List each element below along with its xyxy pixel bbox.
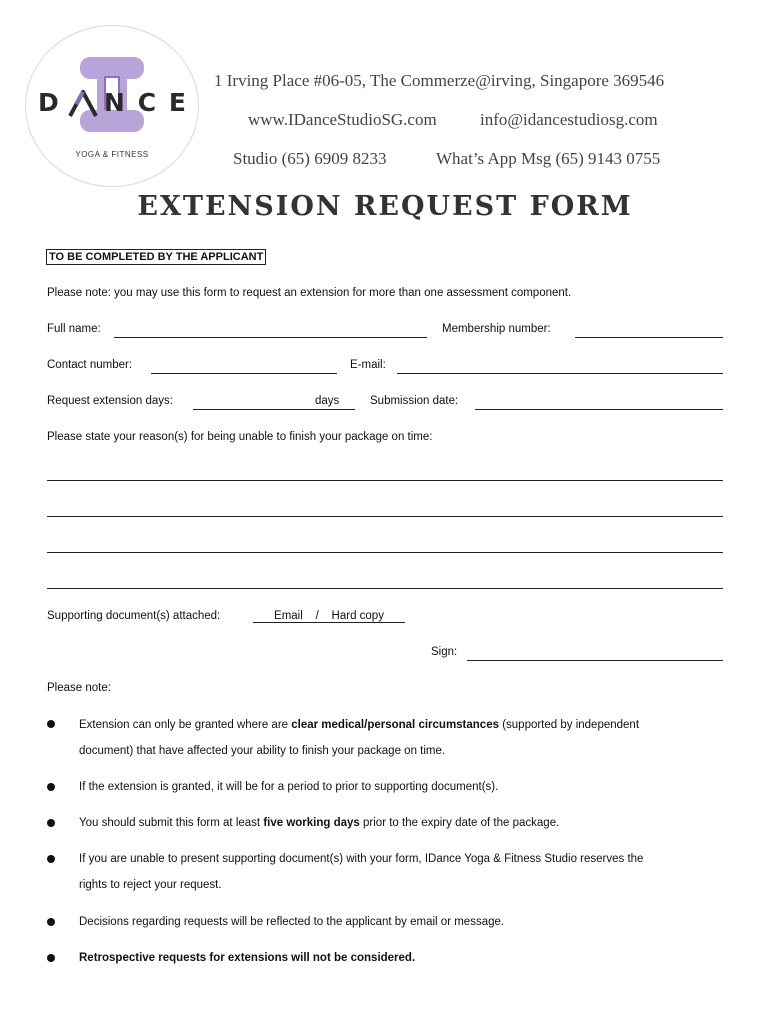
request-days-field[interactable]	[193, 409, 355, 410]
section-label: TO BE COMPLETED BY THE APPLICANT	[46, 249, 266, 265]
reason-line[interactable]	[47, 516, 723, 517]
logo-letter: E	[168, 88, 188, 117]
studio-phone: Studio (65) 6909 8233	[233, 149, 387, 168]
note-emphasis: five working days	[263, 817, 360, 829]
note-text: (supported by independent	[499, 719, 640, 731]
notes-heading: Please note:	[47, 682, 111, 694]
supporting-docs-options[interactable]: Email / Hard copy	[253, 610, 405, 623]
note-text: prior to the expiry date of the package.	[359, 817, 560, 829]
sign-label: Sign:	[431, 646, 458, 658]
submission-date-field[interactable]	[475, 409, 723, 410]
reason-line[interactable]	[47, 588, 723, 589]
contact-number-field[interactable]	[151, 373, 337, 374]
reason-line[interactable]	[47, 552, 723, 553]
logo-subtitle: YOGA & FITNESS	[75, 150, 149, 159]
bullet-icon	[47, 720, 55, 728]
note-item	[79, 712, 729, 764]
note-text: If the extension is granted, it will be for a period to prior to supporting document(s).	[79, 781, 499, 793]
form-title: EXTENSION REQUEST FORM	[137, 191, 633, 222]
full-name-field[interactable]	[114, 337, 427, 338]
full-name-label: Full name:	[47, 323, 101, 335]
note-item	[79, 945, 729, 971]
bullet-icon	[47, 819, 55, 827]
logo-letter: D	[38, 88, 61, 117]
studio-email[interactable]: info@idancestudiosg.com	[480, 110, 658, 129]
note-text: Extension can only be granted where are	[79, 719, 292, 731]
note-emphasis: Retrospective requests for extensions will not be considered.	[79, 952, 416, 964]
intro-note: Please note: you may use this form to request an extension for more than one assessment component.	[47, 287, 572, 299]
logo-letter: N	[103, 88, 127, 117]
studio-logo	[25, 25, 199, 187]
logo-wordmark	[38, 88, 188, 117]
email-label: E-mail:	[350, 359, 386, 371]
request-days-label: Request extension days:	[47, 395, 173, 407]
studio-address: 1 Irving Place #06-05, The Commerze@irving, Singapore 369546	[214, 71, 665, 90]
note-item	[79, 810, 729, 836]
reason-prompt: Please state your reason(s) for being unable to finish your package on time:	[47, 431, 433, 443]
whatsapp-contact: What’s App Msg (65) 9143 0755	[436, 149, 661, 168]
membership-number-field[interactable]	[575, 337, 723, 338]
note-item	[79, 846, 729, 898]
bullet-icon	[47, 954, 55, 962]
note-text: You should submit this form at least	[79, 817, 264, 829]
logo-a-glyph	[68, 90, 98, 118]
bullet-icon	[47, 855, 55, 863]
note-text: document) that have affected your ability to finish your package on time.	[79, 745, 446, 757]
supporting-docs-label: Supporting document(s) attached:	[47, 610, 221, 622]
signature-field[interactable]	[467, 660, 723, 661]
membership-number-label: Membership number:	[442, 323, 551, 335]
email-field[interactable]	[397, 373, 723, 374]
note-item	[79, 909, 729, 935]
bullet-icon	[47, 918, 55, 926]
bullet-icon	[47, 783, 55, 791]
studio-website[interactable]: www.IDanceStudioSG.com	[248, 110, 437, 129]
note-item	[79, 774, 729, 800]
logo-letter: C	[137, 88, 159, 117]
days-unit-label: days	[315, 395, 340, 407]
reason-line[interactable]	[47, 480, 723, 481]
note-emphasis: clear medical/personal circumstances	[291, 719, 499, 731]
submission-date-label: Submission date:	[370, 395, 459, 407]
note-text: rights to reject your request.	[79, 879, 222, 891]
contact-number-label: Contact number:	[47, 359, 133, 371]
note-text: If you are unable to present supporting document(s) with your form, IDance Yoga & Fitness Studio reserves the	[79, 853, 644, 865]
note-text: Decisions regarding requests will be reflected to the applicant by email or message.	[79, 916, 505, 928]
